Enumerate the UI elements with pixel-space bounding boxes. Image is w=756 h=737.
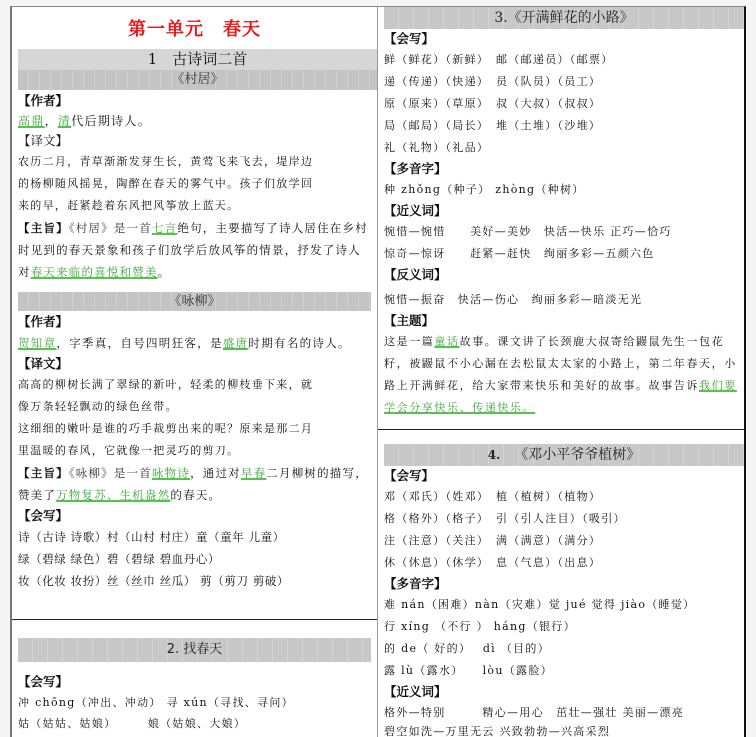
- theme-text: 《咏柳》是一首: [68, 466, 152, 480]
- era-highlight: 盛唐: [222, 336, 249, 350]
- polyphone-line: 的 de（ 好的） dì （目的）: [384, 642, 550, 655]
- poem2-author: [18, 332, 371, 354]
- poem2-header: [12, 292, 377, 311]
- theme-highlight: 童话: [434, 335, 460, 348]
- theme-text: 《村居》是一首: [68, 221, 152, 235]
- poem1-header: [12, 70, 377, 90]
- theme-label: 【主题】: [384, 313, 435, 328]
- poem2-body: [12, 312, 377, 592]
- poem1-title: 《村居》: [18, 70, 377, 90]
- section-divider: [378, 429, 744, 430]
- theme-text: 的春天。: [170, 488, 222, 502]
- poem1-theme: [18, 217, 371, 283]
- write-label: 【会写】: [384, 468, 435, 483]
- author-name-highlight: 高鼎: [18, 114, 45, 128]
- write-label: 【会写】: [18, 508, 69, 523]
- theme-label: 【主旨】: [18, 466, 69, 480]
- write-line: 格（格外）（格子） 引（引人注目）（吸引）: [384, 512, 626, 525]
- theme-highlight: 早春: [240, 466, 267, 480]
- polyphone-line: 行 xíng （不行 ） háng（银行）: [384, 620, 576, 633]
- polyphone-label: 【多音字】: [384, 576, 447, 591]
- write-line: 礼（礼物）（礼品）: [384, 141, 490, 154]
- translation-line: 里温暖的春风，它就像一把灵巧的剪刀。: [18, 444, 240, 457]
- synonym-line: 格外—特别 精心—用心 茁壮—强壮 美丽—漂亮: [384, 706, 684, 719]
- theme-label: 【主旨】: [18, 221, 69, 235]
- theme-highlight: 七言: [151, 221, 178, 235]
- lesson3-title: 3.《开满鲜花的小路》: [384, 7, 744, 29]
- lesson2-title: 2. 找春天: [18, 638, 371, 662]
- synonym-line: 碧空如洗—万里无云 兴致勃勃—兴高采烈: [384, 725, 611, 737]
- poem1-author: [18, 111, 371, 131]
- lesson1-header: [12, 49, 377, 70]
- lesson3-body: [378, 29, 744, 419]
- write-label: 【会写】: [384, 31, 435, 46]
- synonym-line: 惋惜—惋惜 美好—美妙 快活—快乐 正巧—恰巧: [384, 225, 672, 238]
- polyphone-line: 种 zhǒng（种子） zhòng（种树）: [384, 183, 585, 196]
- write-line: 注（注意）（关注） 满（满意）（满分）: [384, 534, 602, 547]
- synonym-label: 【近义词】: [384, 203, 447, 218]
- unit-title: [12, 13, 377, 47]
- lesson4-title: 《邓小平爷爷植树》: [514, 447, 641, 463]
- author-text: 时期有名的诗人。: [248, 336, 351, 350]
- polyphone-line: 难 nán（困难）nàn（灾难）觉 jué 觉得 jiào（睡觉）: [384, 598, 696, 611]
- left-column: [10, 6, 378, 737]
- theme-text: 。: [157, 265, 171, 279]
- section-divider: [12, 619, 377, 620]
- author-name-highlight: 贺知章: [18, 336, 57, 350]
- translation-line: 这细细的嫩叶是谁的巧手裁剪出来的呢？原来是那二月: [18, 422, 314, 435]
- write-line: 休（休息）（休学） 息（气息）（出息）: [384, 556, 602, 569]
- lesson4-body: [378, 466, 744, 737]
- theme-text: ，通过对: [190, 466, 241, 480]
- write-line: 局（邮局）（局长） 堆（土堆）（沙堆）: [384, 119, 602, 132]
- polyphone-label: 【多音字】: [384, 161, 447, 176]
- theme-text: 这是一篇: [384, 335, 435, 348]
- poem1-body: [12, 91, 377, 283]
- theme-text: 绝句，主要描写了诗人居住在乡村时见到的春天景象和孩子们放学后放风筝的情景，抒发了诗人对: [18, 221, 368, 279]
- author-rest: 代后期诗人。: [71, 114, 152, 128]
- write-line: 邓（邓氏）（姓邓） 植（植树）（植物）: [384, 490, 602, 503]
- theme-text: 故事。课文讲了长颈鹿大叔寄给鼹鼠先生一包花籽，被鼹鼠不小心漏在去松鼠太太家的小路上，第二年春天，小路上开满鲜花，给大家带来快乐和美好的故事。故事告诉: [384, 335, 737, 392]
- lesson4-number: 4.: [487, 448, 501, 462]
- translation-line: 来的早，赶紧趁着东风把风筝放上蓝天。: [18, 199, 240, 212]
- lesson2-header: [12, 638, 377, 662]
- separator: ，: [44, 114, 58, 128]
- write-label: 【会写】: [18, 674, 69, 689]
- write-line: 原（原来）（草原） 叔（大叔）（叔叔）: [384, 97, 602, 110]
- poem2-theme: [18, 462, 371, 506]
- write-line: 冲 chōng（冲出、冲动） 寻 xún（寻找、寻问）: [18, 696, 294, 709]
- write-line: 妆（化妆 妆扮）丝（丝巾 丝瓜） 剪（剪刀 剪破）: [18, 574, 290, 588]
- author-label: 【作者】: [18, 314, 69, 329]
- theme-highlight: 春天来临的喜悦和赞美: [30, 265, 158, 279]
- theme-highlight: 咏物诗: [151, 466, 191, 480]
- poem2-title: 《咏柳》: [18, 292, 371, 311]
- translation-line: 高高的柳树长满了翠绿的新叶，轻柔的柳枝垂下来，就: [18, 378, 314, 391]
- antonym-line: 惋惜—振奋 快活—伤心 绚丽多彩—暗淡无光: [384, 293, 643, 306]
- theme-highlight: 我们要学会分享快乐、传递快乐。: [384, 379, 737, 414]
- lesson4-header: [378, 444, 744, 466]
- write-line: 递（传递）（快递） 员（队员）（员工）: [384, 75, 602, 88]
- polyphone-line: 露 lù（露水） lòu（露脸）: [384, 664, 553, 677]
- translation-line: 农历二月，青草渐渐发芽生长，黄莺飞来飞去，堤岸边: [18, 155, 314, 168]
- unit-title-text: 第一单元 春天: [128, 19, 261, 40]
- theme-highlight: 万物复苏、生机盎然: [56, 488, 171, 502]
- theme-text: 二月柳树的描写，赞美了: [18, 466, 368, 502]
- antonym-label: 【反义词】: [384, 267, 447, 282]
- write-line: 诗（古诗 诗歌）村（山村 村庄）童（童年 儿童）: [18, 530, 285, 544]
- synonym-label: 【近义词】: [384, 684, 447, 699]
- translation-label: 【译文】: [18, 356, 69, 371]
- translation-line: 的杨柳随风摇晃，陶醉在春天的雾气中。孩子们放学回: [18, 177, 314, 190]
- author-label: 【作者】: [18, 93, 69, 108]
- synonym-line: 惊奇—惊讶 赶紧—赶快 绚丽多彩—五颜六色: [384, 247, 655, 260]
- write-line: 姑（姑姑、姑娘） 娘（姑娘、大娘）: [18, 717, 247, 730]
- dynasty-highlight: 清: [57, 114, 72, 128]
- write-line: 鲜（鲜花）（新鲜） 邮（邮递员）（邮票）: [384, 53, 614, 66]
- translation-line: 像万条轻轻飘动的绿色丝带。: [18, 400, 178, 413]
- lesson3-theme: [384, 331, 738, 419]
- lesson4-title-bar: [384, 444, 744, 466]
- write-line: 绿（碧绿 绿色）碧（碧绿 碧血丹心）: [18, 552, 221, 566]
- translation-label: 【译文】: [18, 133, 69, 148]
- lesson1-title: 1 古诗词二首: [18, 49, 377, 70]
- right-column: [378, 6, 746, 737]
- lesson3-header: [378, 7, 744, 29]
- lesson2-body: [12, 672, 377, 734]
- author-text: ，字季真，自号四明狂客，是: [56, 336, 223, 350]
